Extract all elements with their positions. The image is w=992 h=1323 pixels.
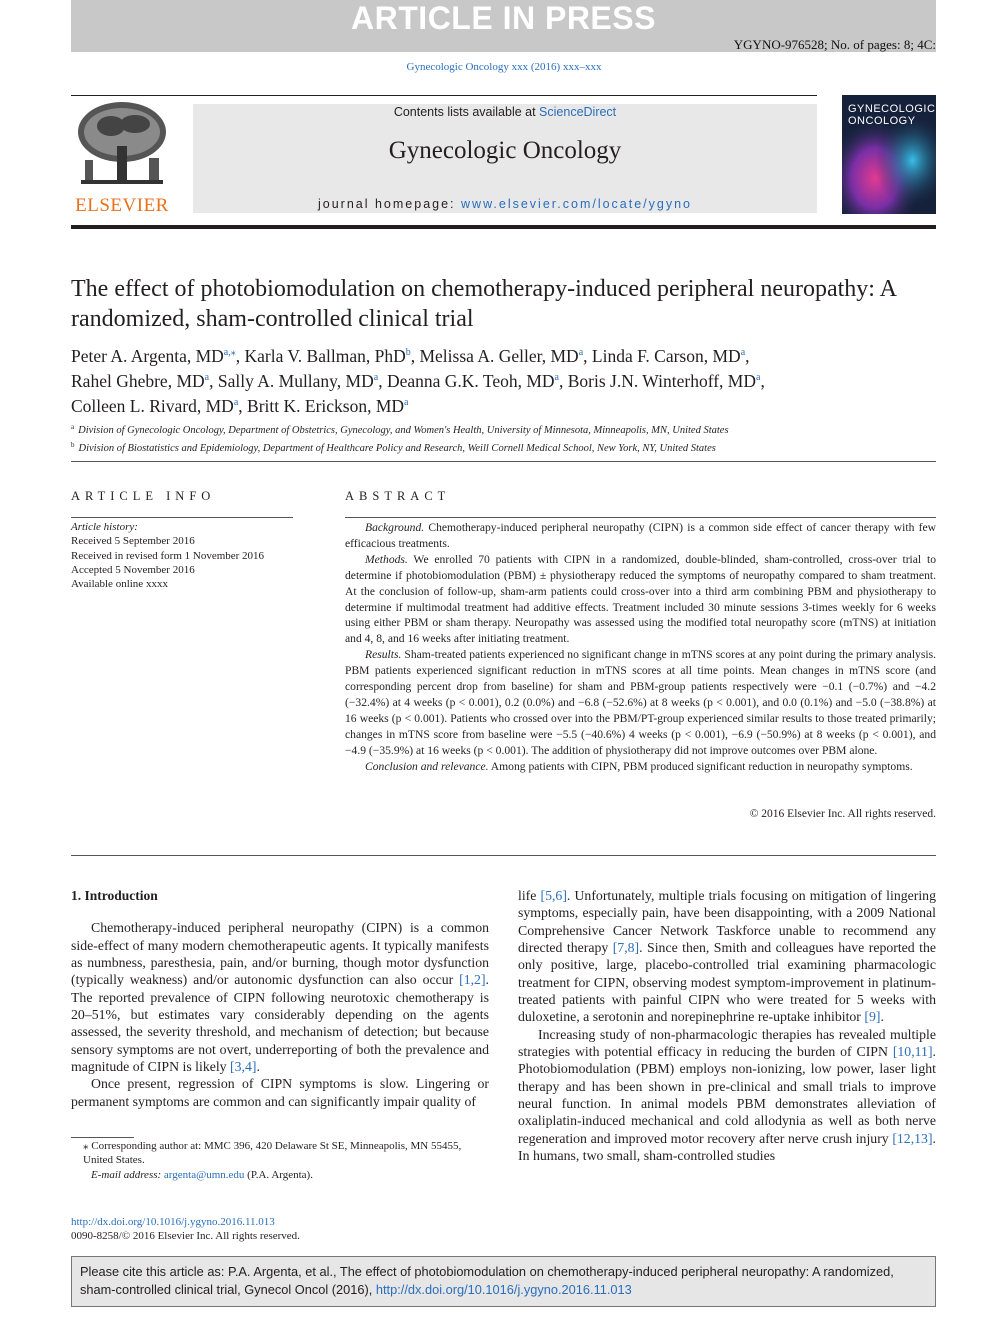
author[interactable]: Peter A. Argenta, $MD^{a,⁎}$: [71, 346, 236, 366]
divider: [71, 461, 936, 462]
cover-title: GYNECOLOGIC ONCOLOGY: [848, 103, 936, 127]
divider: [71, 855, 936, 856]
email-link[interactable]: argenta@umn.edu: [163, 1168, 245, 1181]
article-in-press-label: ARTICLE IN PRESS: [351, 0, 656, 36]
homepage-link[interactable]: www.elsevier.com/locate/ygyno: [461, 197, 693, 211]
abstract-results: Results. Sham-treated patients experienced no significant change in mTNS scores at any point during the primary analysis. PBM patients experienced significant reduction in mTNS scores at all time points. Mean changes in mTNS score (and corresponding percent drop from baseline) for sham and PBM-group patients respectively were −0.1 (−0.7%) and −4.2 (−32.4%) at 4 weeks (p < 0.001), 0.2 (0.0%) and −6.8 (−52.6%) at 8 weeks (p < 0.001), and 0.0 (0.1%) and −5.0 (−38.8%) at 16 weeks (p < 0.001). Patients who crossed over into the PBM/PT-group experienced similar results to those treated primarily; changes in mTNS score from baseline were −5.5 (−40.6%) 4 weeks (p < 0.001), −6.9 (−50.9%) at 8 weeks (p < 0.001), and −4.9 (−35.9%) at 16 weeks (p < 0.001). The addition of physiotherapy did not improve outcomes over PBM alone.: [345, 648, 936, 757]
doi-block: http://dx.doi.org/10.1016/j.ygyno.2016.11.013 0090-8258/© 2016 Elsevier Inc. All rights reserved.: [71, 1216, 300, 1243]
citation-link[interactable]: [3,4]: [230, 1059, 257, 1075]
footnote-rule: [71, 1137, 134, 1138]
abstract-heading: ABSTRACT: [345, 489, 451, 503]
abstract-conclusion: Conclusion and relevance. Among patients with CIPN, PBM produced significant reduction in neuropathy symptoms.: [365, 759, 913, 773]
doi-link[interactable]: http://dx.doi.org/10.1016/j.ygyno.2016.11.013: [71, 1216, 275, 1228]
author[interactable]: Deanna G.K. Teoh, $MD^a$: [386, 371, 559, 391]
journal-homepage: journal homepage: www.elsevier.com/locate/ygyno: [317, 197, 693, 211]
contents-line: Contents lists available at ScienceDirect: [393, 105, 617, 119]
section-heading: 1. Introduction: [71, 888, 158, 903]
citation-link[interactable]: [12,13]: [892, 1130, 933, 1146]
affiliation-b: $^b$ Division of Biostatistics and Epidemiology, Department of Healthcare Policy and Research, Weill Cornell Medical School, New York, NY, United States: [71, 441, 716, 454]
paragraph: life [5,6]. Unfortunately, multiple trials focusing on mitigation of lingering symptoms, especially pain, have been disappointing, with a 2009 National Comprehensive Cancer Network Taskforce unable to recommend any directed therapy [7,8]. Since then, Smith and colleagues have reported the only positive, large, placebo-controlled trial examining pharmacologic treatment for CIPN, observing modest symptom-improvement in platinum-treated patients with painful CIPN who were treated for 5 weeks with duloxetine, a serotonin and norepinephrine re-uptake inhibitor [9].: [518, 888, 936, 1025]
body-column-left: [71, 887, 489, 1110]
header-rule: [71, 225, 936, 229]
author[interactable]: Boris J.N. Winterhoff, $MD^a$: [567, 371, 761, 391]
author[interactable]: Colleen L. Rivard, $MD^a$: [71, 396, 239, 416]
body-column-right: [518, 887, 936, 1165]
divider: [345, 517, 936, 518]
abstract-copyright: © 2016 Elsevier Inc. All rights reserved.: [749, 808, 936, 820]
affiliations: [71, 420, 931, 456]
divider: [71, 517, 293, 518]
affiliation-a: $^a$ Division of Gynecologic Oncology, Department of Obstetrics, Gynecology, and Women's Health, University of Minnesota, Minneapolis, MN, United States: [71, 423, 729, 436]
corresponding-author-footnote: ⁎ Corresponding author at: MMC 396, 420 Delaware St SE, Minneapolis, MN 55455, United States. E-mail address: argenta@umn.edu (P.A. Argenta).: [83, 1140, 462, 1181]
citation-link[interactable]: [7,8]: [612, 940, 640, 956]
elsevier-wordmark: ELSEVIER: [75, 195, 169, 216]
abstract-body: [345, 520, 936, 775]
article-title: The effect of photobiomodulation on chemotherapy-induced peripheral neuropathy: A randomized, sham-controlled clinical trial: [71, 276, 896, 332]
paragraph: Chemotherapy-induced peripheral neuropathy (CIPN) is a common side-effect of many modern chemotherapeutic agents. It typically manifests as numbness, paresthesia, pain, and/or burning, though motor dysfunction (typically weakness) and/or autonomic dysfunction can also occur [1,2]. The reported prevalence of CIPN following neurotoxic chemotherapy is 20–51%, but estimates vary considerably depending on the agents assessed, the severity threshold, and mechanism of detection; but because sensory symptoms are not overt, underreporting of both the prevalence and magnitude of CIPN is likely [3,4].: [71, 920, 489, 1075]
author[interactable]: Sally A. Mullany, $MD^a$: [217, 371, 379, 391]
abstract-background: Background. Chemotherapy-induced peripheral neuropathy (CIPN) is a common side effect of cancer therapy with few efficacious treatments.: [345, 521, 936, 550]
article-info-heading: ARTICLE INFO: [71, 489, 216, 503]
citation-link[interactable]: [9]: [864, 1009, 881, 1025]
citation-link[interactable]: [5,6]: [540, 888, 567, 903]
author[interactable]: Rahel Ghebre, $MD^a$: [71, 371, 210, 391]
journal-cover-image: [842, 95, 936, 214]
citation-link[interactable]: [10,11]: [892, 1044, 933, 1060]
citation-doi-link[interactable]: http://dx.doi.org/10.1016/j.ygyno.2016.11.013: [375, 1281, 632, 1297]
citation-text: Please cite this article as: P.A. Argenta, et al., The effect of photobiomodulation on chemotherapy-induced peripheral neuropathy: A randomized, sham-controlled clinical trial, Gynecol Oncol (2016), http://dx.doi.org/10.1016/j.ygyno.2016.11.013: [80, 1264, 894, 1297]
abstract-methods: Methods. We enrolled 70 patients with CIPN in a randomized, double-blinded, sham-controlled, cross-over trial to determine if photobiomodulation (PBM) ± physiotherapy reduced the symptoms of neuropathy compared to sham treatment. At the conclusion of follow-up, sham-arm patients could cross-over into a third arm combining PBM and physiotherapy to determine if multimodal treatment had additive effects. Treatment included 30 minute sessions 3-times weekly for 6 weeks using either PBM or sham therapy. Neuropathy was assessed using the modified total neuropathy score (mTNS) at initiation and 4, 8, and 16 weeks after initiating treatment.: [345, 552, 936, 646]
sciencedirect-link[interactable]: ScienceDirect: [539, 105, 617, 119]
author-list: Peter A. Argenta, $MD^{a,⁎}$, Karla V. Ballman, PhD$^b$, Melissa A. Geller, $MD^a$, Linda F. Carson, $MD^a$, Rahel Ghebre, $MD^a$, Sally A. Mullany, $MD^a$, Deanna G.K. Teoh, $MD^a$, Boris J.N. Winterhoff, $MD^a$, Colleen L. Rivard, $MD^a$, Britt K. Erickson, $MD^a$: [71, 346, 765, 416]
paragraph: Increasing study of non-pharmacologic therapies has revealed multiple strategies with potential efficacy in reducing the burden of CIPN [10,11]. Photobiomodulation (PBM) employs non-ionizing, low power, laser light therapy and has been shown in pre-clinical and small trials to improve neural function. In animal models PBM demonstrates alleviation of oxaliplatin-induced mechanical and cold allodynia as well as both nerve regeneration and improved motor recovery after nerve crush injury [12,13]. In humans, two small, sham-controlled studies: [518, 1026, 936, 1164]
journal-name: Gynecologic Oncology: [388, 137, 622, 164]
author[interactable]: Melissa A. Geller, $MD^a$: [419, 346, 584, 366]
manuscript-meta: YGYNO-976528; No. of pages: 8; 4C:: [733, 37, 936, 52]
masthead-rule: [71, 95, 817, 96]
paragraph: Once present, regression of CIPN symptoms is slow. Lingering or permanent symptoms are common and can significantly impair quality of: [71, 1076, 489, 1109]
citation-link[interactable]: [1,2]: [459, 972, 486, 988]
author[interactable]: Linda F. Carson, $MD^a$: [591, 346, 746, 366]
journal-reference[interactable]: Gynecologic Oncology xxx (2016) xxx–xxx: [406, 61, 602, 73]
author[interactable]: Karla V. Ballman, PhD$^b$: [244, 346, 411, 366]
author[interactable]: Britt K. Erickson, $MD^a$: [247, 396, 409, 416]
article-history: Article history: Received 5 September 2016 Received in revised form 1 November 2016 Accepted 5 November 2016 Available online xxxx: [71, 521, 265, 591]
